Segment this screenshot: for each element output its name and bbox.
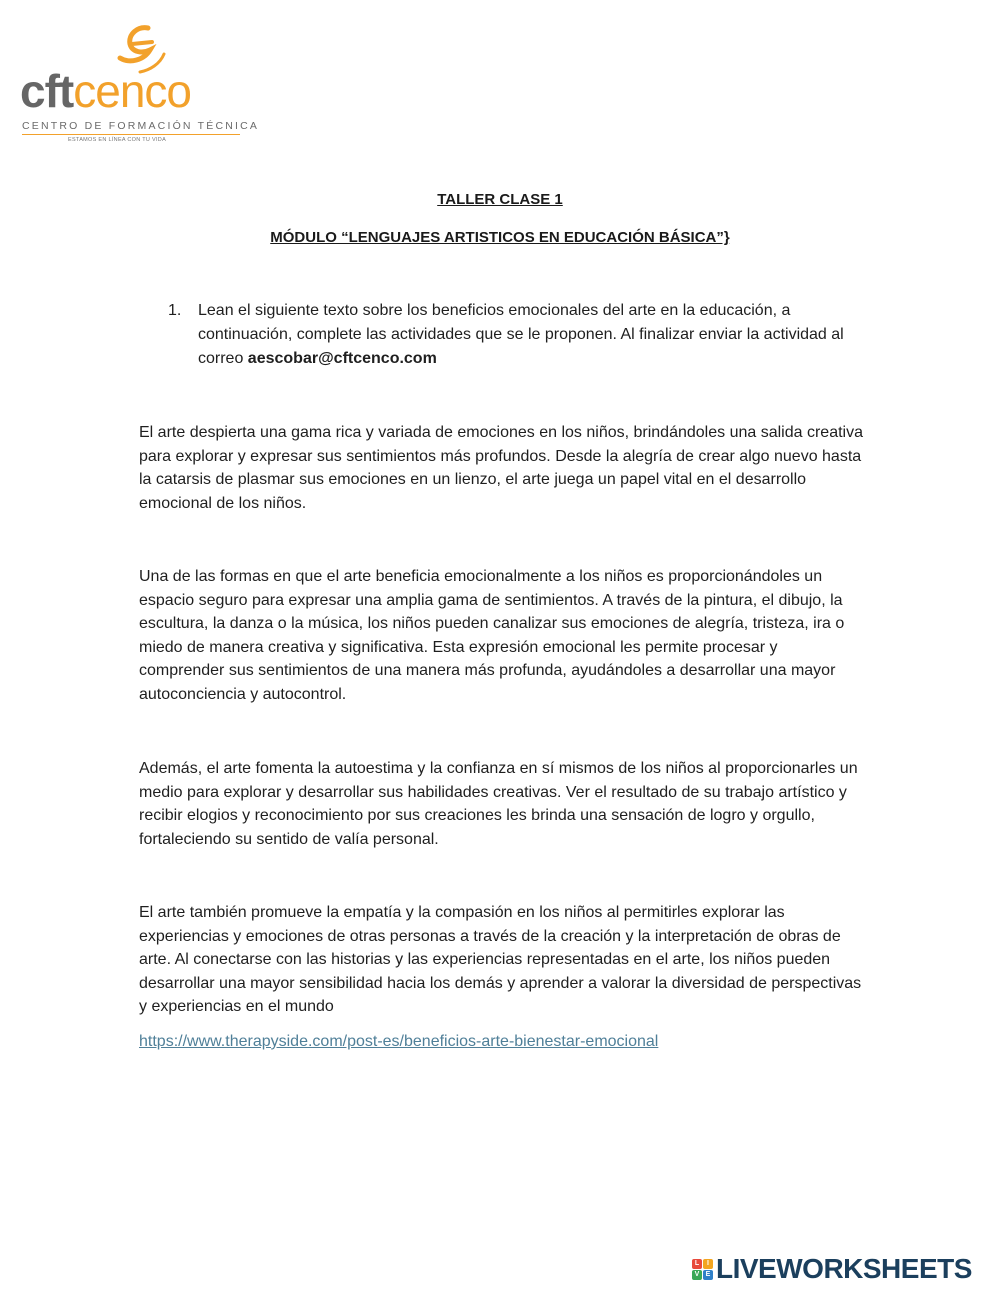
page-title: TALLER CLASE 1 xyxy=(437,191,563,208)
icon-letter-l: L xyxy=(692,1259,702,1269)
logo-subtitle: CENTRO DE FORMACIÓN TÉCNICA xyxy=(22,120,260,132)
paragraph-4: El arte también promueve la empatía y la compasión en los niños al permitirles explorar las experiencias y emociones de otras personas a través de la creación y la interpretación de obras de arte. Al conectarse con las historias y las experiencias representadas en el arte, los niños pueden desarrollar una mayor sensibilidad hacia los demás y aprender a valorar la diversidad de perspectivas y experiencias en el mundo xyxy=(139,904,862,1016)
liveworksheets-icon xyxy=(692,1259,713,1280)
instruction-body: Lean el siguiente texto sobre los beneficios emocionales del arte en la educación, a continuación, complete las actividades que se le proponen. Al finalizar enviar la actividad al correo xyxy=(198,302,844,367)
liveworksheets-wordmark: LIVEWORKSHEETS xyxy=(716,1253,972,1284)
instruction-number: 1. xyxy=(168,302,182,319)
logo-divider xyxy=(22,134,240,135)
instruction-text xyxy=(198,299,870,371)
source-link[interactable]: https://www.therapyside.com/post-es/beneficios-arte-bienestar-emocional xyxy=(139,1033,659,1050)
logo-cft: cft xyxy=(20,65,74,117)
paragraph-3: Además, el arte fomenta la autoestima y la confianza en sí mismos de los niños al proporcionarles un medio para explorar y desarrollar sus habilidades creativas. Ver el resultado de su trabajo artístico y recibir elogios y reconocimiento por sus creaciones les brinda una sensación de logro y orgullo, fortaleciendo su sentido de valía personal. xyxy=(139,760,858,848)
liveworksheets-brand xyxy=(692,1254,972,1284)
logo-wordmark xyxy=(20,65,191,117)
icon-letter-v: V xyxy=(692,1270,702,1280)
module-title: MÓDULO “LENGUAJES ARTISTICOS EN EDUCACIÓN BÁSICA”} xyxy=(270,229,730,246)
cftcenco-logo xyxy=(18,20,260,143)
paragraph-2: Una de las formas en que el arte beneficia emocionalmente a los niños es proporcionándoles un espacio seguro para expresar una amplia gama de sentimientos. A través de la pintura, el dibujo, la escultura, la danza o la música, los niños pueden canalizar sus emociones de alegría, tristeza, ira o miedo de manera creativa y significativa. Esta expresión emocional les permite procesar y comprender sus sentimientos de una manera más profunda, ayudándoles a desarrollar una mayor autoconciencia y autocontrol. xyxy=(139,568,845,703)
logo-cenco: cenco xyxy=(73,65,191,117)
icon-letter-e: E xyxy=(703,1270,713,1280)
instruction-email: aescobar@cftcenco.com xyxy=(247,350,437,367)
paragraph-1: El arte despierta una gama rica y variada de emociones en los niños, brindándoles una salida creativa para explorar y expresar sus sentimientos más profundos. Desde la alegría de crear algo nuevo hasta la catarsis de plasmar sus emociones en un lienzo, el arte juega un papel vital en el desarrollo emocional de los niños. xyxy=(139,424,863,512)
icon-letter-i: I xyxy=(703,1259,713,1269)
logo-slogan: ESTAMOS EN LÍNEA CON TU VIDA xyxy=(68,137,167,143)
